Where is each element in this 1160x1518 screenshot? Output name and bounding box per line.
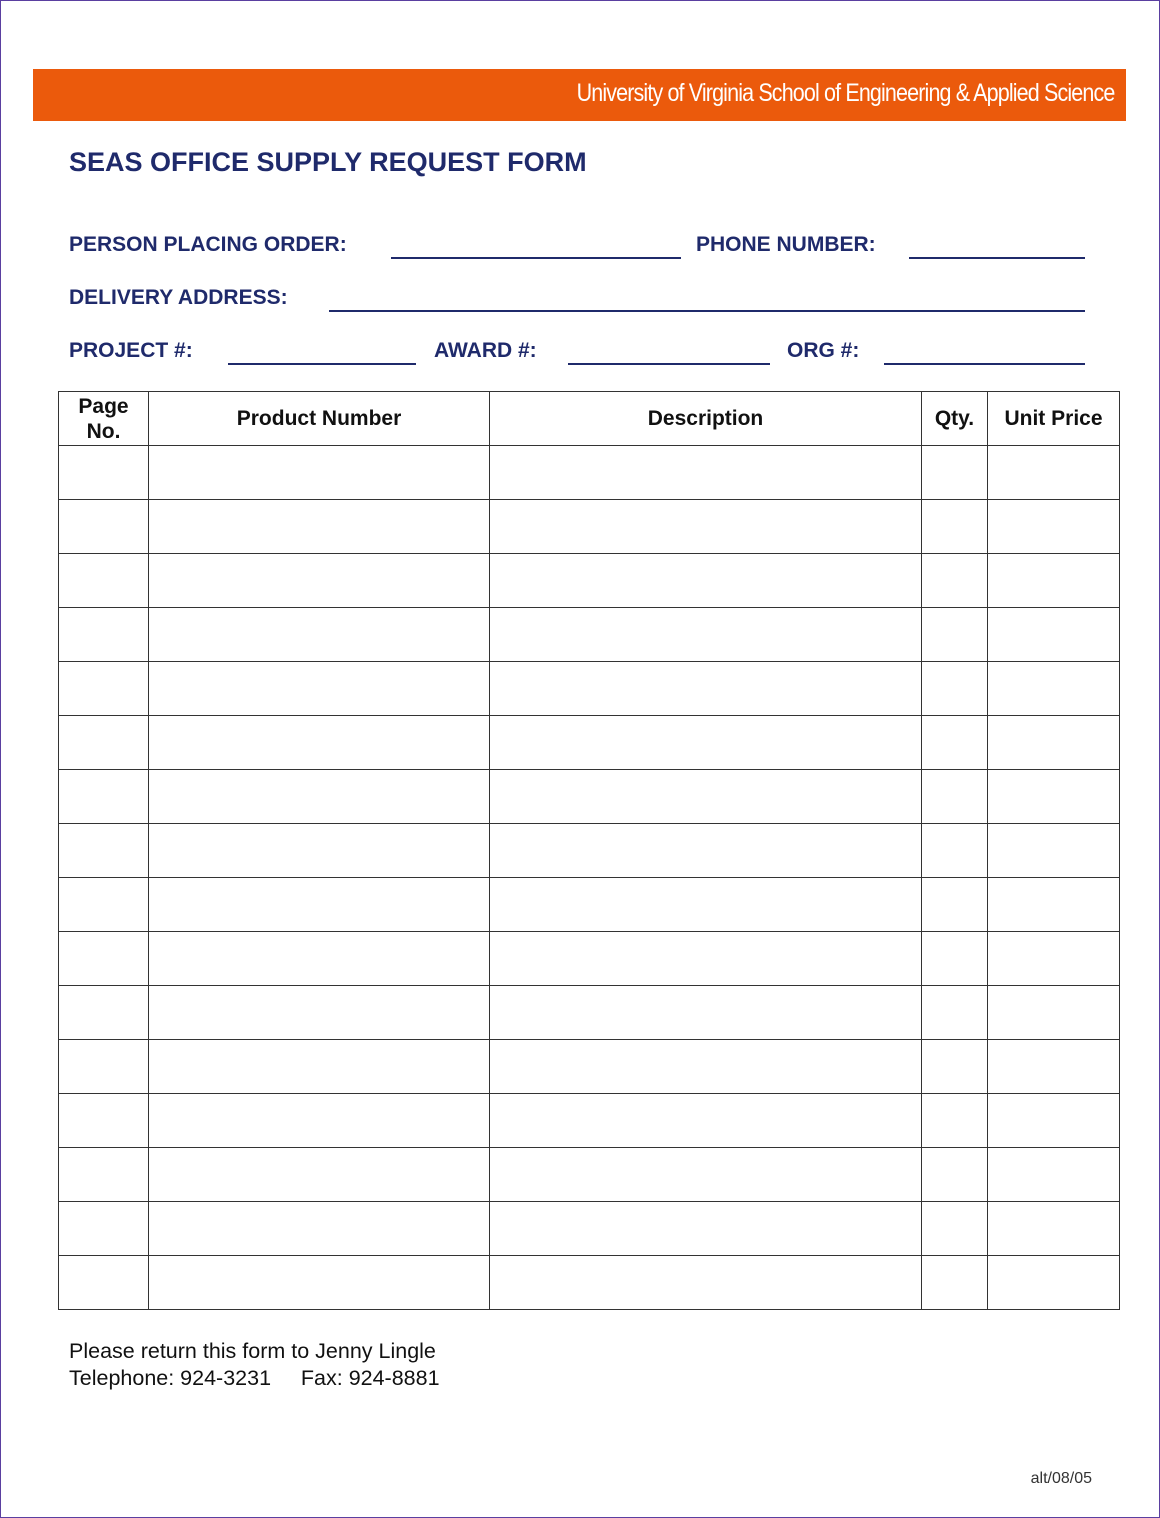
qty-cell[interactable]: [922, 1094, 988, 1148]
product-number-cell[interactable]: [149, 1040, 490, 1094]
page-no-cell[interactable]: [59, 986, 149, 1040]
description-cell[interactable]: [490, 716, 922, 770]
org-label: ORG #:: [787, 339, 860, 362]
unit-price-cell[interactable]: [988, 716, 1120, 770]
return-contact: Please return this form to Jenny Lingle: [69, 1339, 436, 1363]
field-row-address: [69, 286, 1087, 316]
unit-price-cell[interactable]: [988, 986, 1120, 1040]
qty-cell[interactable]: [922, 446, 988, 500]
description-cell[interactable]: [490, 770, 922, 824]
unit-price-cell[interactable]: [988, 1202, 1120, 1256]
col-header-page-no: Page No.: [59, 392, 149, 446]
description-cell[interactable]: [490, 554, 922, 608]
page-no-cell[interactable]: [59, 932, 149, 986]
page-no-cell[interactable]: [59, 878, 149, 932]
table-row: [59, 1094, 1120, 1148]
page-no-cell[interactable]: [59, 1094, 149, 1148]
col-header-description: Description: [490, 392, 922, 446]
product-number-cell[interactable]: [149, 500, 490, 554]
description-cell[interactable]: [490, 1040, 922, 1094]
product-number-cell[interactable]: [149, 932, 490, 986]
page-no-cell[interactable]: [59, 446, 149, 500]
page-no-cell[interactable]: [59, 824, 149, 878]
description-cell[interactable]: [490, 986, 922, 1040]
page-no-cell[interactable]: [59, 1040, 149, 1094]
phone-label: PHONE NUMBER:: [696, 233, 876, 256]
description-cell[interactable]: [490, 878, 922, 932]
table-row: [59, 770, 1120, 824]
unit-price-cell[interactable]: [988, 1148, 1120, 1202]
field-row-person: [69, 233, 1087, 263]
unit-price-cell[interactable]: [988, 500, 1120, 554]
product-number-cell[interactable]: [149, 878, 490, 932]
product-number-cell[interactable]: [149, 716, 490, 770]
qty-cell[interactable]: [922, 932, 988, 986]
table-row: [59, 878, 1120, 932]
page-no-cell[interactable]: [59, 770, 149, 824]
description-cell[interactable]: [490, 824, 922, 878]
phone-field[interactable]: [909, 257, 1085, 259]
person-field[interactable]: [391, 257, 681, 259]
table-row: [59, 824, 1120, 878]
col-header-product-number: Product Number: [149, 392, 490, 446]
org-field[interactable]: [884, 363, 1085, 365]
description-cell[interactable]: [490, 932, 922, 986]
qty-cell[interactable]: [922, 986, 988, 1040]
description-cell[interactable]: [490, 1202, 922, 1256]
product-number-cell[interactable]: [149, 1148, 490, 1202]
table-row: [59, 500, 1120, 554]
project-field[interactable]: [228, 363, 416, 365]
product-number-cell[interactable]: [149, 1256, 490, 1310]
qty-cell[interactable]: [922, 824, 988, 878]
description-cell[interactable]: [490, 662, 922, 716]
address-field[interactable]: [329, 310, 1085, 312]
page-no-cell[interactable]: [59, 608, 149, 662]
table-row: [59, 446, 1120, 500]
page-no-cell[interactable]: [59, 554, 149, 608]
page-no-cell[interactable]: [59, 500, 149, 554]
table-row: [59, 608, 1120, 662]
unit-price-cell[interactable]: [988, 446, 1120, 500]
product-number-cell[interactable]: [149, 662, 490, 716]
qty-cell[interactable]: [922, 1202, 988, 1256]
unit-price-cell[interactable]: [988, 1094, 1120, 1148]
product-number-cell[interactable]: [149, 1202, 490, 1256]
table-row: [59, 554, 1120, 608]
table-row: [59, 1148, 1120, 1202]
unit-price-cell[interactable]: [988, 878, 1120, 932]
unit-price-cell[interactable]: [988, 608, 1120, 662]
table-row: [59, 932, 1120, 986]
qty-cell[interactable]: [922, 500, 988, 554]
unit-price-cell[interactable]: [988, 1040, 1120, 1094]
table-row: [59, 1256, 1120, 1310]
product-number-cell[interactable]: [149, 554, 490, 608]
header-banner: [33, 69, 1126, 121]
phone-fax: Telephone: 924-3231 Fax: 924-8881: [69, 1366, 440, 1390]
qty-cell[interactable]: [922, 1040, 988, 1094]
description-cell[interactable]: [490, 446, 922, 500]
qty-cell[interactable]: [922, 1148, 988, 1202]
unit-price-cell[interactable]: [988, 1256, 1120, 1310]
unit-price-cell[interactable]: [988, 932, 1120, 986]
table-row: [59, 716, 1120, 770]
product-number-cell[interactable]: [149, 770, 490, 824]
form-title: SEAS OFFICE SUPPLY REQUEST FORM: [69, 147, 587, 177]
page-no-cell[interactable]: [59, 1148, 149, 1202]
page-no-cell[interactable]: [59, 662, 149, 716]
table-header-row: [59, 392, 1120, 446]
description-cell[interactable]: [490, 608, 922, 662]
return-instructions: [69, 1338, 440, 1392]
qty-cell[interactable]: [922, 716, 988, 770]
table-body: [59, 446, 1120, 1310]
person-label: PERSON PLACING ORDER:: [69, 233, 347, 256]
qty-cell[interactable]: [922, 608, 988, 662]
qty-cell[interactable]: [922, 1256, 988, 1310]
product-number-cell[interactable]: [149, 986, 490, 1040]
col-header-unit-price: Unit Price: [988, 392, 1120, 446]
product-number-cell[interactable]: [149, 1094, 490, 1148]
project-label: PROJECT #:: [69, 339, 193, 362]
field-row-codes: [69, 339, 1087, 369]
unit-price-cell[interactable]: [988, 662, 1120, 716]
unit-price-cell[interactable]: [988, 770, 1120, 824]
award-label: AWARD #:: [434, 339, 537, 362]
page-no-cell[interactable]: [59, 716, 149, 770]
address-label: DELIVERY ADDRESS:: [69, 286, 288, 309]
unit-price-cell[interactable]: [988, 554, 1120, 608]
supply-table: [58, 391, 1120, 1310]
revision-code: alt/08/05: [1030, 1470, 1092, 1487]
col-header-qty: Qty.: [922, 392, 988, 446]
product-number-cell[interactable]: [149, 446, 490, 500]
description-cell[interactable]: [490, 1094, 922, 1148]
qty-cell[interactable]: [922, 554, 988, 608]
table-row: [59, 986, 1120, 1040]
award-field[interactable]: [568, 363, 770, 365]
unit-price-cell[interactable]: [988, 824, 1120, 878]
page-no-cell[interactable]: [59, 1202, 149, 1256]
institution-name: University of Virginia School of Engineering & Applied Science: [576, 79, 1114, 107]
table-row: [59, 662, 1120, 716]
table-row: [59, 1040, 1120, 1094]
qty-cell[interactable]: [922, 878, 988, 932]
qty-cell[interactable]: [922, 662, 988, 716]
page-no-cell[interactable]: [59, 1256, 149, 1310]
description-cell[interactable]: [490, 1256, 922, 1310]
qty-cell[interactable]: [922, 770, 988, 824]
product-number-cell[interactable]: [149, 824, 490, 878]
product-number-cell[interactable]: [149, 608, 490, 662]
description-cell[interactable]: [490, 1148, 922, 1202]
table-row: [59, 1202, 1120, 1256]
description-cell[interactable]: [490, 500, 922, 554]
